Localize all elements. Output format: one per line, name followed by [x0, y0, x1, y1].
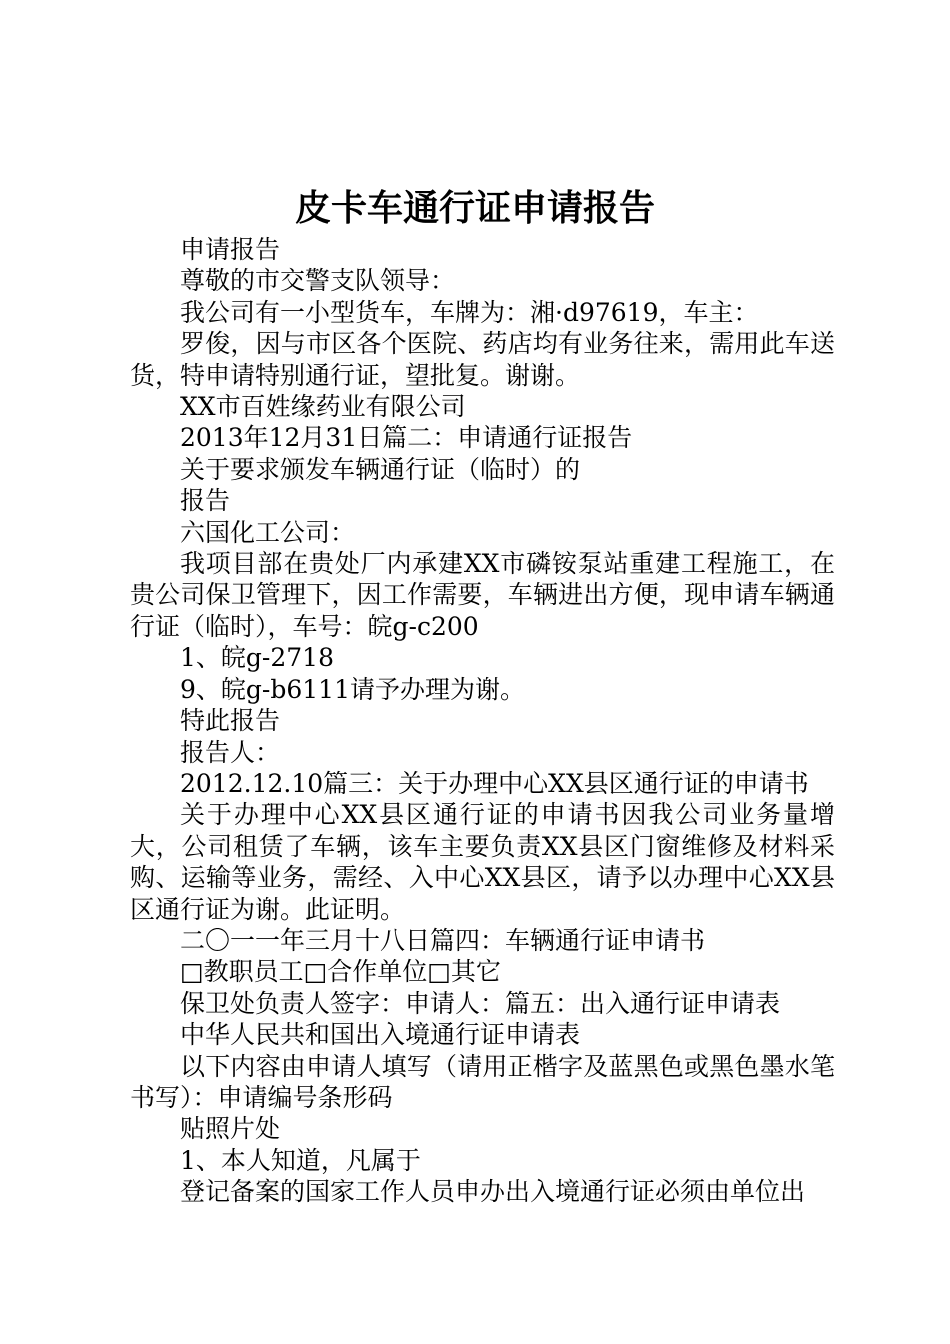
paragraph: 报告 — [180, 486, 231, 516]
paragraph: 2013年12月31日篇二：申请通行证报告 — [180, 423, 633, 453]
paragraph: 9、皖g-b6111请予办理为谢。 — [180, 674, 525, 704]
paragraph: 报告人： — [180, 737, 281, 767]
paragraph: 登记备案的国家工作人员申办出入境通行证必须由单位出 — [180, 1177, 806, 1207]
paragraph: □教职员工□合作单位□其它 — [180, 957, 501, 987]
paragraph: 尊敬的市交警支队领导： — [180, 266, 456, 296]
paragraph: 保卫处负责人签字：申请人：篇五：出入通行证申请表 — [180, 988, 781, 1018]
paragraph: 我公司有一小型货车，车牌为：湘·d97619，车主： — [180, 297, 759, 327]
paragraph: XX市百姓缘药业有限公司 — [180, 392, 466, 422]
document-title: 皮卡车通行证申请报告 — [294, 187, 655, 229]
paragraph: 中华人民共和国出入境通行证申请表 — [180, 1020, 581, 1050]
paragraph: 六国化工公司： — [180, 517, 356, 547]
paragraph: 罗俊，因与市区各个医院、药店均有业务往来，需用此车送货，特申请特别通行证，望批复。谢谢。 — [130, 329, 835, 390]
paragraph: 特此报告 — [180, 706, 281, 736]
paragraph: 关于要求颁发车辆通行证（临时）的 — [180, 454, 581, 484]
paragraph: 2012.12.10篇三：关于办理中心XX县区通行证的申请书 — [180, 768, 809, 798]
paragraph: 二〇一一年三月十八日篇四：车辆通行证申请书 — [180, 925, 706, 955]
paragraph: 贴照片处 — [180, 1114, 281, 1144]
paragraph: 1、皖g-2718 — [180, 643, 334, 673]
document-body — [130, 234, 835, 1208]
paragraph: 以下内容由申请人填写（请用正楷字及蓝黑色或黑色墨水笔书写）：申请编号条形码 — [130, 1051, 835, 1112]
paragraph: 1、本人知道，凡属于 — [180, 1145, 421, 1175]
paragraph: 我项目部在贵处厂内承建XX市磷铵泵站重建工程施工，在贵公司保卫管理下，因工作需要，车辆进出方便，现申请车辆通行证（临时），车号：皖g-c200 — [130, 549, 835, 641]
paragraph: 申请报告 — [180, 235, 281, 264]
paragraph: 关于办理中心XX县区通行证的申请书因我公司业务量增大，公司租赁了车辆，该车主要负责XX县区门窗维修及材料采购、运输等业务，需经、入中心XX县区，请予以办理中心XX县区通行证为谢。此证明。 — [130, 800, 835, 924]
